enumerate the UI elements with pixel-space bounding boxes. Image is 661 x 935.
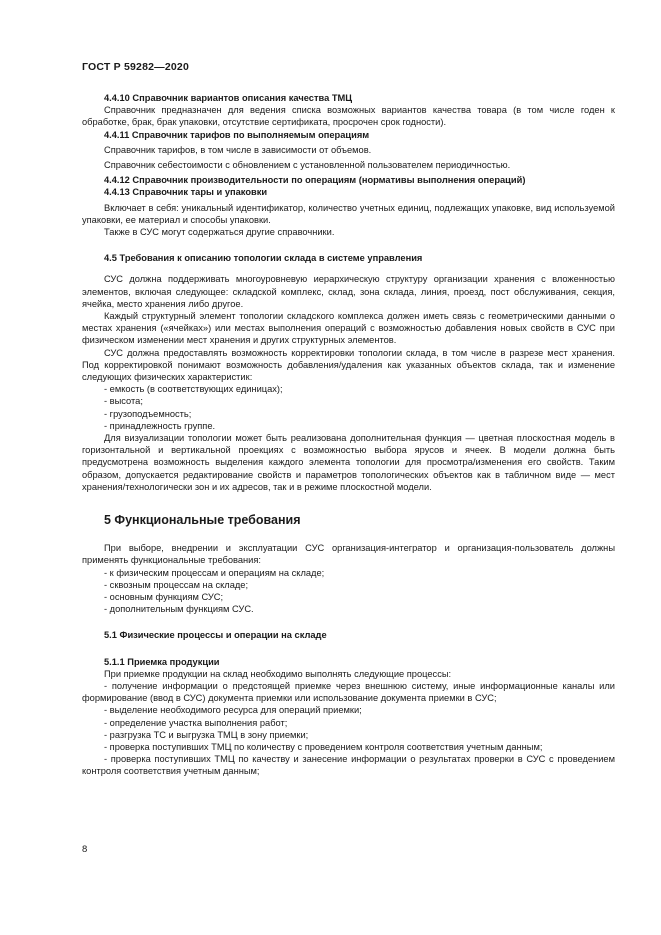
paragraph: Включает в себя: уникальный идентификатор, количество учетных единиц, подлежащих упаковке, вид используемой упаковки, ее материал и способы упаковки. bbox=[82, 202, 615, 225]
list-item: - сквозным процессам на складе; bbox=[104, 579, 249, 590]
paragraph: Справочник тарифов, в том числе в зависимости от объемов. bbox=[104, 144, 372, 155]
list-item: - выделение необходимого ресурса для операций приемки; bbox=[104, 705, 362, 716]
heading-5-1-1: 5.1.1 Приемка продукции bbox=[104, 656, 220, 667]
paragraph: СУС должна поддерживать многоуровневую иерархическую структуру организации хранения с вложенностью элементов, включая следующее: складской комплекс, склад, зона склада, линия, проезд, пост обслуживания, секция, ячейка, место хранения либо другое. bbox=[82, 274, 615, 309]
heading-4-4-12: 4.4.12 Справочник производительности по операциям (нормативы выполнения операций) bbox=[104, 175, 526, 186]
paragraph: Справочник себестоимости с обновлением с установленной пользователем периодичностью. bbox=[104, 160, 511, 171]
paragraph: Для визуализации топологии может быть реализована дополнительная функция — цветная плоскостная модель в горизонтальной и вертикальной проекциях с возможностью выбора ярусов и ячеек. В модели должна быть предусмотрена возможность выделения каждого элемента топологии для просмотра/изменения его свойств. Таким образом, допускается редактирование свойств и параметров топологических объектов как в табличном виде — мест хранения/технологически зон и их адресов, так и в режиме плоскостной модели. bbox=[82, 433, 615, 492]
paragraph: При приемке продукции на склад необходимо выполнять следующие процессы: bbox=[104, 668, 452, 679]
heading-4-5: 4.5 Требования к описанию топологии склада в системе управления bbox=[104, 253, 423, 264]
paragraph: СУС должна предоставлять возможность корректировки топологии склада, в том числе в разрезе мест хранения. Под корректировкой понимают возможность добавления/удаления как указанных объектов склада, так и изменение следующих физических характеристик: bbox=[82, 347, 615, 383]
list-item: - получение информации о предстоящей приемке через внешнюю систему, иные информационные каналы или формирование (ввод в СУС) документа приемки или использование документа приемки в СУС; bbox=[82, 680, 615, 704]
list-item: - емкость (в соответствующих единицах); bbox=[104, 384, 283, 395]
list-item: - высота; bbox=[104, 396, 143, 407]
paragraph: Каждый структурный элемент топологии складского комплекса должен иметь связь с геометрическими данными о местах хранения («ячейках») или местах выполнения операций с возможностью добавления новых свойств в СУС при физическом изменении мест хранения и других структурных элементов. bbox=[82, 311, 615, 346]
list-item: - дополнительным функциям СУС. bbox=[104, 604, 254, 615]
list-item: - определение участка выполнения работ; bbox=[104, 717, 288, 728]
paragraph: Справочник предназначен для ведения списка возможных вариантов качества товара (в том числе годен к обработке, брак, брак упаковки, отсутствие сертификата, просрочен срок годности). bbox=[82, 105, 615, 128]
list-item: - разгрузка ТС и выгрузка ТМЦ в зону приемки; bbox=[104, 729, 309, 740]
list-item: - принадлежность группе. bbox=[104, 420, 216, 431]
heading-4-4-11: 4.4.11 Справочник тарифов по выполняемым операциям bbox=[104, 129, 370, 140]
list-item: - основным функциям СУС; bbox=[104, 591, 224, 602]
paragraph: При выборе, внедрении и эксплуатации СУС организация-интегратор и организация-пользователь должны применять функциональные требования: bbox=[82, 543, 615, 566]
list-item: - к физическим процессам и операциям на складе; bbox=[104, 567, 325, 578]
heading-4-4-13: 4.4.13 Справочник тары и упаковки bbox=[104, 187, 268, 198]
list-item: - проверка поступивших ТМЦ по количеству с проведением контроля соответствия учетным данным; bbox=[104, 741, 543, 752]
paragraph: Также в СУС могут содержаться другие справочники. bbox=[104, 227, 335, 238]
list-item: - грузоподъемность; bbox=[104, 408, 192, 419]
standard-header: ГОСТ Р 59282—2020 bbox=[82, 61, 190, 73]
page-number: 8 bbox=[82, 844, 88, 855]
page-content bbox=[82, 92, 615, 778]
heading-4-4-10: 4.4.10 Справочник вариантов описания качества ТМЦ bbox=[104, 93, 353, 103]
heading-5: 5 Функциональные требования bbox=[104, 513, 301, 528]
list-item: - проверка поступивших ТМЦ по качеству и занесение информации о результатах проверки в СУС с проведением контроля соответствия учетным данным; bbox=[82, 754, 615, 777]
heading-5-1: 5.1 Физические процессы и операции на складе bbox=[104, 630, 327, 641]
